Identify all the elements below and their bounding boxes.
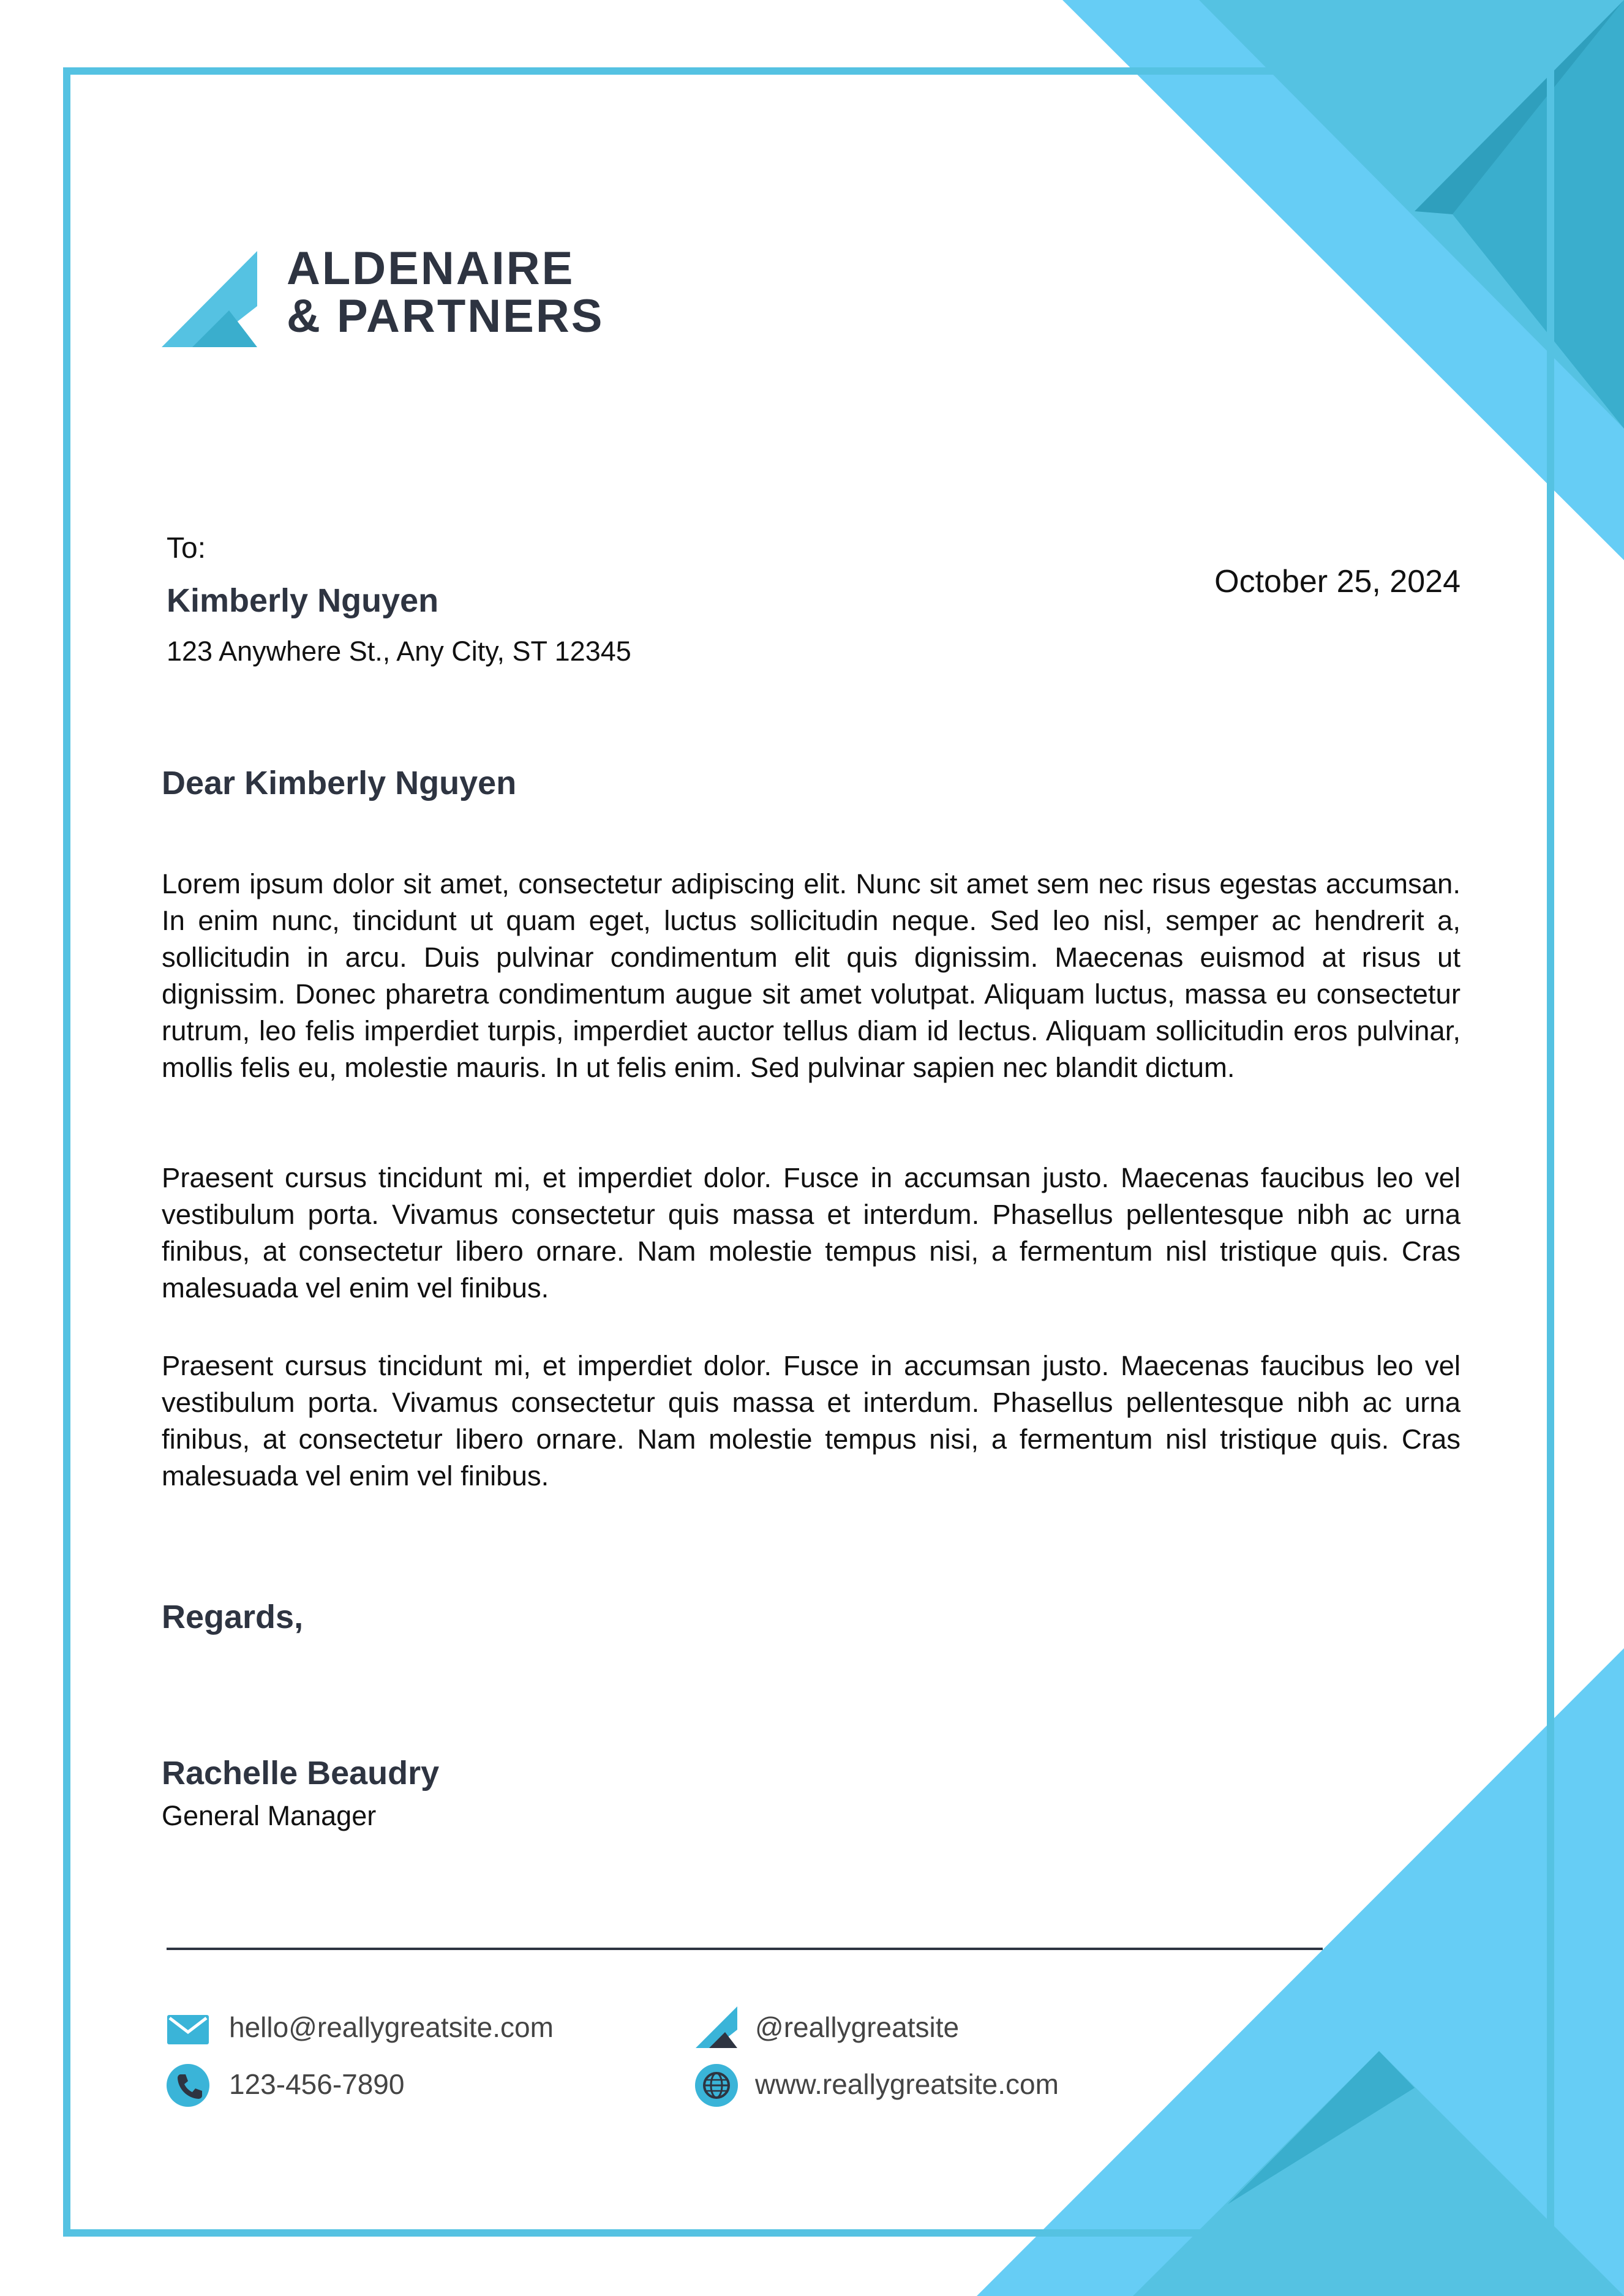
recipient-name: Kimberly Nguyen: [167, 582, 439, 619]
signer-name: Rachelle Beaudry: [162, 1755, 440, 1791]
website-text[interactable]: www.reallygreatsite.com: [755, 2068, 1059, 2100]
body-paragraph-2: Praesent cursus tincidunt mi, et imperdiet dolor. Fusce in accumsan justo. Maecenas faucibus leo vel vestibulum porta. Vivamus consectetur quis massa et interdum. Phasellus pellentesque nibh ac urna finibus, at consectetur libero ornare. Nam molestie tempus nisi, a fermentum nisl tristique quis. Cras malesuada vel enim vel finibus.: [162, 1162, 1460, 1304]
chevron-logo-icon: [162, 251, 260, 349]
social-handle-text[interactable]: @reallygreatsite: [755, 2011, 960, 2043]
email-text[interactable]: hello@reallygreatsite.com: [229, 2011, 554, 2043]
salutation: Dear Kimberly Nguyen: [162, 765, 517, 801]
globe-icon: [694, 2063, 739, 2107]
phone-icon: [166, 2063, 210, 2107]
company-name: [287, 242, 604, 342]
chevron-logo-icon: [694, 2005, 739, 2049]
body-paragraph-3: Praesent cursus tincidunt mi, et imperdiet dolor. Fusce in accumsan justo. Maecenas faucibus leo vel vestibulum porta. Vivamus consectetur quis massa et interdum. Phasellus pellentesque nibh ac urna finibus, at consectetur libero ornare. Nam molestie tempus nisi, a fermentum nisl tristique quis. Cras malesuada vel enim vel finibus.: [162, 1350, 1460, 1491]
phone-text[interactable]: 123-456-7890: [229, 2068, 405, 2100]
page-border: [63, 67, 1554, 2237]
letter-date: October 25, 2024: [1214, 564, 1460, 599]
closing: Regards,: [162, 1599, 304, 1635]
to-label: To:: [167, 532, 206, 565]
body-paragraph-1: Lorem ipsum dolor sit amet, consectetur adipiscing elit. Nunc sit amet sem nec risus egestas accumsan. In enim nunc, tincidunt ut quam eget, luctus sollicitudin neque. Sed leo nisl, semper ac hendrerit a, sollicitudin in arcu. Duis pulvinar condimentum elit quis dignissim. Maecenas euismod at risus ut dignissim. Donec pharetra condimentum augue sit amet volutpat. Aliquam luctus, massa eu consectetur rutrum, leo felis imperdiet turpis, imperdiet auctor tellus diam id lectus. Aliquam sollicitudin eros pulvinar, mollis felis eu, molestie mauris. In ut felis enim. Sed pulvinar sapien nec blandit dictum.: [162, 868, 1460, 1083]
footer-divider: [167, 1948, 1323, 1950]
signer-title: General Manager: [162, 1800, 377, 1831]
company-name-line1: ALDENAIRE: [287, 242, 575, 295]
company-name-line2: & PARTNERS: [287, 290, 604, 342]
recipient-address: 123 Anywhere St., Any City, ST 12345: [167, 636, 631, 667]
mail-icon: [166, 2008, 210, 2052]
